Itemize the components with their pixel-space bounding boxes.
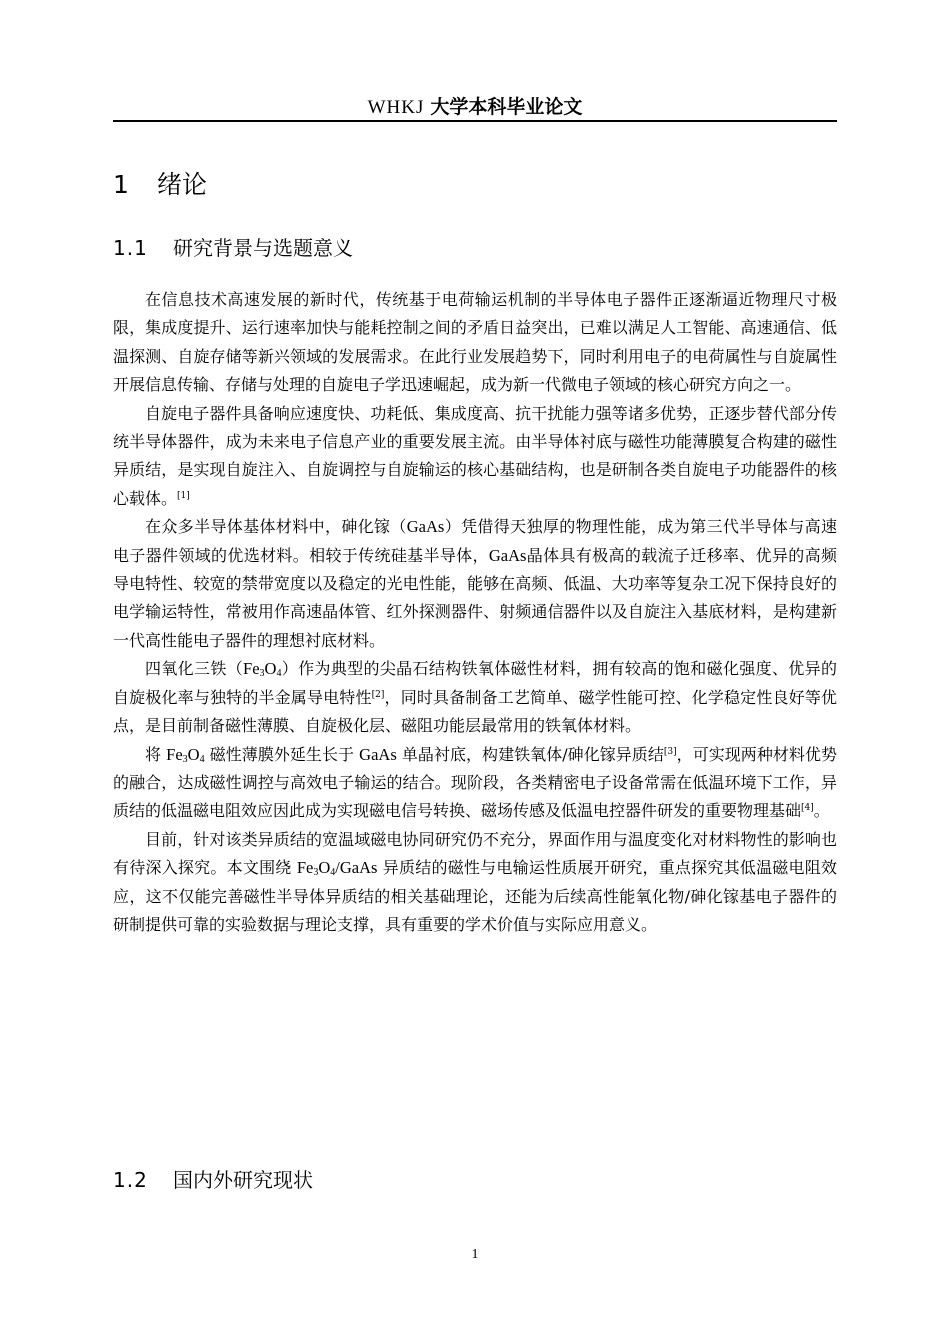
paragraph-text: 将 <box>145 744 167 764</box>
formula-fe3o4 <box>243 659 281 678</box>
running-header <box>113 94 837 121</box>
header-latin: WHKJ <box>367 97 425 118</box>
section-heading-1-2 <box>113 1166 313 1194</box>
paragraph-text: ，可实现两种材料优势的融合，达成磁性调控与高效电子输运的结合。现阶段，各类精密电子设备常需在低温环境下工作，异质结的低温磁电阻效应因此成为实现磁电信号转换、磁场传感及低温电控器件研发的重要物理基础 <box>113 744 837 821</box>
paragraph-3 <box>113 513 837 655</box>
formula-subscript: 4 <box>276 668 282 680</box>
body-text <box>113 286 837 939</box>
formula-subscript: 3 <box>313 867 319 879</box>
formula-part: Fe <box>166 744 183 764</box>
section-number: 1.1 <box>113 236 148 260</box>
citation: [1] <box>177 490 190 501</box>
citation: [3] <box>663 746 677 757</box>
paragraph-5 <box>113 741 837 826</box>
chapter-title: 绪论 <box>157 170 208 199</box>
chapter-heading <box>113 168 207 202</box>
header-cjk: 大学本科毕业论文 <box>430 96 583 118</box>
page-number: 1 <box>471 1247 479 1262</box>
formula-gaas: GaAs <box>359 744 397 764</box>
header-rule <box>113 120 837 122</box>
formula-part: Fe <box>296 858 314 878</box>
paragraph-text: 在信息技术高速发展的新时代，传统基于电荷输运机制的半导体电子器件正逐渐逼近物理尺寸极限，集成度提升、运行速率加快与能耗控制之间的矛盾日益突出，已难以满足人工智能、高速通信、低温探测、自旋存储等新兴领域的发展需求。在此行业发展趋势下，同时利用电子的电荷属性与自旋属性开展信息传输、存储与处理的自旋电子学迅速崛起，成为新一代微电子领域的核心研究方向之一。 <box>113 290 837 395</box>
paragraph-text: 目前，针对该类异质结的宽温域磁电协同研究仍不充分，界面作用与温度变化对材料物性的影响也有待深入探究。本文围绕 <box>113 829 837 878</box>
paragraph-text: 单晶衬底，构建铁氧体/砷化镓异质结 <box>396 744 664 764</box>
paragraph-text: 在众多半导体基体材料中，砷化镓（ <box>145 517 407 537</box>
paragraph-text: 自旋电子器件具备响应速度快、功耗低、集成度高、抗干扰能力强等诸多优势，正逐步替代部分传统半导体器件，成为未来电子信息产业的重要发展主流。由半导体衬底与磁性功能薄膜复合构建的磁性异质结，是实现自旋注入、自旋调控与自旋输运的核心基础结构，也是研制各类自旋电子功能器件的核心载体。 <box>113 403 837 508</box>
paragraph-text: 四氧化三铁（ <box>145 659 244 679</box>
formula-part: /GaAs <box>335 858 378 878</box>
paragraph-2 <box>113 400 837 514</box>
citation: [4] <box>801 803 814 814</box>
paragraph-6 <box>113 826 837 940</box>
section-number: 1.2 <box>113 1168 148 1192</box>
section-title: 国内外研究现状 <box>173 1168 313 1192</box>
section-heading-1-1 <box>113 234 353 262</box>
formula-subscript: 3 <box>259 668 265 680</box>
paragraph-text: ）作为典型的尖晶石结构铁氧体磁性材料，拥有较高的饱和磁化强度、优异的自旋极化率与独特的半金属导电特性 <box>113 659 837 707</box>
paragraph-text: ）凭借得天独厚的物理性能，成为第三代半导体与高速电子器件领域的优选材料。相较于传统硅基半导体， <box>113 517 837 565</box>
formula-subscript: 4 <box>330 867 336 879</box>
formula-gaas: GaAs <box>406 517 445 537</box>
paragraph-text: ，同时具备制备工艺简单、磁学性能可控、化学稳定性良好等优点，是目前制备磁性薄膜、自旋极化层、磁阻功能层最常用的铁氧体材料。 <box>113 687 837 736</box>
section-title: 研究背景与选题意义 <box>173 236 353 260</box>
paragraph-text: 磁性薄膜外延生长于 <box>204 744 360 764</box>
formula-part: O <box>318 858 331 878</box>
formula-part: Fe <box>243 659 260 679</box>
paragraph-4 <box>113 655 837 740</box>
chapter-number: 1 <box>113 170 129 199</box>
formula-gaas: GaAs <box>488 545 527 565</box>
formula-fe3o4 <box>166 745 204 764</box>
citation: [2] <box>371 689 385 700</box>
formula-fe3o4-gaas <box>297 858 378 877</box>
formula-part: O <box>264 659 277 679</box>
paragraph-text: 异质结的磁性与电输运性质展开研究，重点探究其低温磁电阻效应，这不仅能完善磁性半导体异质结的相关基础理论，还能为后续高性能氧化物/砷化镓基电子器件的研制提供可靠的实验数据与理论支撑，具有重要的学术价值与实际应用意义。 <box>113 858 837 934</box>
formula-part: O <box>187 744 200 764</box>
paragraph-text: 。 <box>813 801 830 821</box>
formula-subscript: 3 <box>182 753 188 765</box>
formula-subscript: 4 <box>199 753 205 765</box>
paragraph-text: 晶体具有极高的载流子迁移率、优异的高频导电特性、较宽的禁带宽度以及稳定的光电性能，能够在高频、低温、大功率等复杂工况下保持良好的电学输运特性，常被用作高速晶体管、红外探测器件、射频通信器件以及自旋注入基底材料，是构建新一代高性能电子器件的理想衬底材料。 <box>113 545 837 650</box>
paragraph-1 <box>113 286 837 400</box>
